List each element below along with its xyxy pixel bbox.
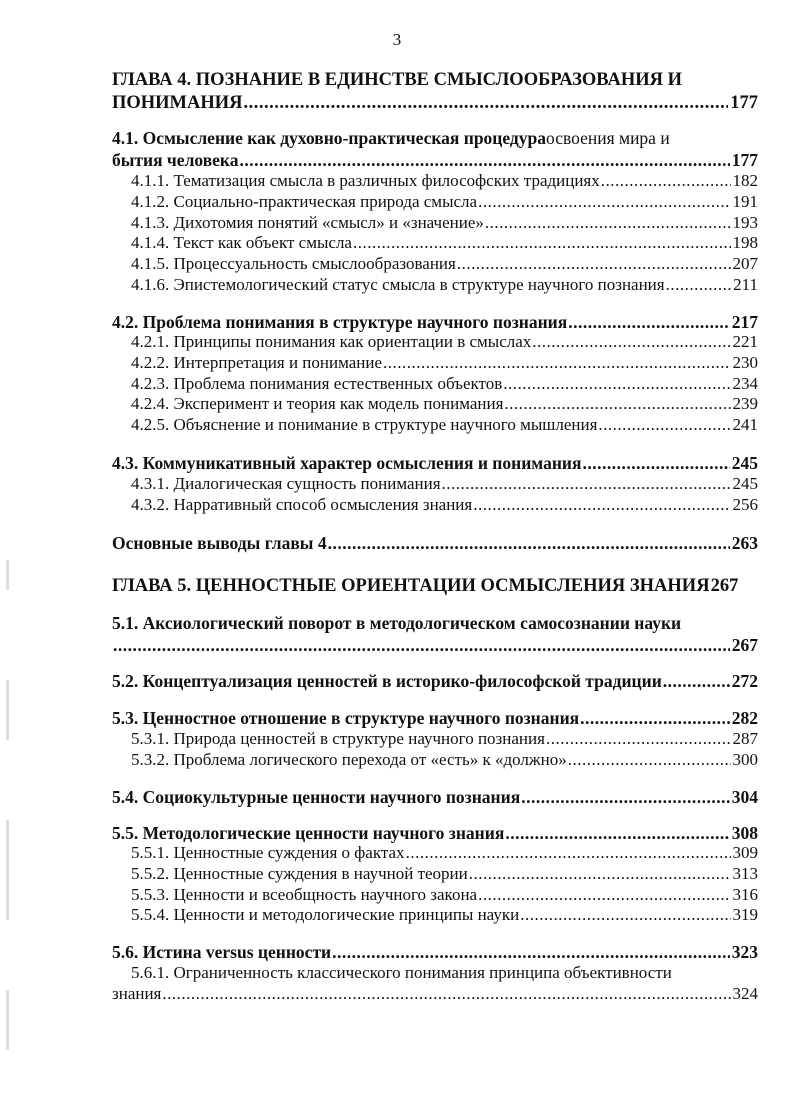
dot-leader	[113, 634, 730, 656]
toc-page: 263	[731, 533, 758, 553]
toc-label: освоения мира и	[546, 128, 670, 148]
toc-page: 230	[732, 352, 758, 372]
toc-page: 319	[732, 905, 758, 925]
toc-label: 5.5.2. Ценностные суждения в научной теории	[131, 863, 468, 883]
toc-page: 234	[732, 373, 758, 393]
toc-subsection[interactable]	[131, 191, 758, 213]
toc-label: 4.2. Проблема понимания в структуре научного познания	[112, 312, 568, 332]
dot-leader	[505, 822, 729, 844]
toc-page: 256	[732, 494, 758, 514]
dot-leader	[568, 311, 730, 333]
toc-label: ПОНИМАНИЯ	[112, 93, 243, 113]
toc-subsection[interactable]	[131, 749, 758, 771]
toc-page: 272	[731, 671, 758, 691]
toc-page: 193	[732, 212, 758, 232]
toc-page: 245	[731, 453, 758, 473]
toc-subsection[interactable]	[131, 232, 758, 254]
toc-section-5-5[interactable]	[112, 822, 758, 844]
toc-label: 4.2.4. Эксперимент и теория как модель понимания	[131, 394, 504, 414]
toc-label: 5.3. Ценностное отношение в структуре научного познания	[112, 708, 580, 728]
toc-page: 198	[732, 233, 758, 253]
toc-label: бытия человека	[112, 150, 239, 170]
toc-subsection[interactable]	[131, 473, 758, 495]
dot-leader	[442, 473, 731, 495]
toc-chapter-4[interactable]	[112, 92, 758, 114]
toc-section-5-6[interactable]	[112, 941, 758, 963]
toc-subsection[interactable]	[131, 863, 758, 885]
dot-leader	[353, 232, 731, 254]
toc-page: 177	[730, 93, 758, 113]
toc-subsection[interactable]	[131, 393, 758, 415]
toc-label: Основные выводы главы 4	[112, 533, 327, 553]
toc-label: 4.3. Коммуникативный характер осмысления и понимания	[112, 453, 582, 473]
dot-leader	[601, 170, 731, 192]
dot-leader	[521, 786, 730, 808]
toc-subsection[interactable]	[131, 728, 758, 750]
toc-subsection[interactable]	[131, 842, 758, 864]
toc-subsection-5-6-1[interactable]	[112, 983, 758, 1005]
toc-label: 4.2.5. Объяснение и понимание в структуре научного мышления	[131, 415, 598, 435]
toc-section-4-2[interactable]	[112, 311, 758, 333]
toc-label: 4.2.3. Проблема понимания естественных объектов	[131, 373, 503, 393]
toc-label: 5.4. Социокультурные ценности научного познания	[112, 787, 521, 807]
toc-section-4-1-line1[interactable]	[112, 127, 758, 149]
toc-page: 323	[731, 942, 758, 962]
toc-label: 4.1. Осмысление как духовно-практическая процедура	[112, 128, 547, 148]
dot-leader	[546, 728, 731, 750]
dot-leader	[504, 393, 730, 415]
toc-label: 5.6.1. Ограниченность классического понимания принципа объективности	[131, 963, 672, 982]
scan-artifact	[6, 680, 9, 740]
dot-leader	[568, 749, 731, 771]
scan-artifact	[6, 820, 9, 920]
toc-subsection[interactable]	[131, 352, 758, 374]
toc-page: 309	[732, 843, 758, 862]
toc-page: 239	[732, 394, 758, 414]
toc-label: 4.1.2. Социально-практическая природа смысла	[131, 191, 478, 211]
toc-page: 211	[733, 275, 758, 294]
toc-label: 5.1. Аксиологический поворот в методологическом самосознании науки	[112, 613, 682, 633]
toc-section-4-1[interactable]	[112, 149, 758, 171]
toc-label: 5.5.4. Ценности и методологические принципы науки	[131, 905, 520, 925]
toc-page: 245	[732, 474, 758, 493]
toc-section-5-1-line1[interactable]	[112, 612, 758, 634]
dot-leader	[240, 149, 730, 171]
toc-label: 4.2.1. Принципы понимания как ориентации в смыслах	[131, 332, 532, 351]
toc-page: 217	[731, 312, 758, 332]
dot-leader	[406, 842, 731, 864]
dot-leader	[666, 274, 732, 296]
toc-subsection[interactable]	[131, 414, 758, 436]
toc-page: 177	[731, 150, 758, 170]
toc-label: 4.1.4. Текст как объект смысла	[131, 233, 352, 253]
toc-subsection[interactable]	[131, 494, 758, 516]
toc-label: 4.1.5. Процессуальность смыслообразования	[131, 254, 456, 274]
toc-label: 5.5.3. Ценности и всеобщность научного закона	[131, 884, 478, 904]
toc-subsection[interactable]	[131, 331, 758, 353]
toc-page: 282	[731, 708, 758, 728]
dot-leader	[478, 191, 730, 213]
dot-leader	[244, 92, 729, 114]
dot-leader	[383, 352, 730, 374]
dot-leader	[503, 373, 730, 395]
toc-subsection[interactable]	[131, 253, 758, 275]
toc-label: 5.2. Концептуализация ценностей в историко-философской традиции	[112, 671, 662, 691]
toc-subsection[interactable]	[131, 884, 758, 906]
toc-label: 5.3.1. Природа ценностей в структуре научного познания	[131, 729, 545, 748]
toc-page: 267	[710, 576, 739, 596]
toc-label: ГЛАВА 5. ЦЕННОСТНЫЕ ОРИЕНТАЦИИ ОСМЫСЛЕНИЯ ЗНАНИЯ	[112, 576, 710, 596]
toc-page: 324	[732, 984, 758, 1003]
dot-leader	[457, 253, 731, 275]
dot-leader	[582, 452, 729, 474]
toc-page: 313	[732, 863, 758, 883]
dot-leader	[162, 983, 730, 1005]
toc-label: знания	[112, 984, 162, 1003]
dot-leader	[469, 863, 731, 885]
toc-label: 5.6. Истина versus ценности	[112, 942, 332, 962]
toc-section-4-3[interactable]	[112, 452, 758, 474]
toc-page: 191	[732, 191, 758, 211]
dot-leader	[598, 414, 730, 436]
toc-subsection[interactable]	[131, 274, 758, 296]
scan-artifact	[6, 560, 9, 590]
toc-label: 4.2.2. Интерпретация и понимание	[131, 352, 383, 372]
toc-page: 267	[731, 635, 758, 655]
toc-subsection[interactable]	[131, 170, 758, 192]
dot-leader	[478, 884, 730, 906]
toc-page: 287	[732, 729, 758, 748]
toc-label: ГЛАВА 4. ПОЗНАНИЕ В ЕДИНСТВЕ СМЫСЛООБРАЗОВАНИЯ И	[112, 70, 682, 90]
toc-label: 4.1.1. Тематизация смысла в различных философских традициях	[131, 171, 600, 190]
dot-leader	[580, 707, 730, 729]
toc-label: 5.5. Методологические ценности научного знания	[112, 823, 505, 843]
toc-page: 304	[731, 787, 758, 807]
scan-artifact	[6, 990, 9, 1050]
toc-page: 300	[732, 749, 758, 769]
toc-label: 5.5.1. Ценностные суждения о фактах	[131, 843, 405, 862]
dot-leader	[328, 532, 730, 554]
toc-page: 241	[732, 415, 758, 435]
toc-subsection[interactable]	[131, 373, 758, 395]
toc-section-5-4[interactable]	[112, 786, 758, 808]
toc-label: 4.3.1. Диалогическая сущность понимания	[131, 474, 441, 493]
dot-leader	[332, 941, 730, 963]
toc-page: 316	[732, 884, 758, 904]
toc-section-5-3[interactable]	[112, 707, 758, 729]
toc-label: 4.3.2. Нарративный способ осмысления знания	[131, 494, 473, 514]
toc-page: 182	[732, 171, 758, 190]
toc-page: 221	[732, 332, 758, 351]
toc-chapter-5[interactable]	[112, 575, 758, 597]
toc-page: 207	[732, 254, 758, 274]
toc-label: 4.1.6. Эпистемологический статус смысла в структуре научного познания	[131, 275, 665, 294]
toc-subsection[interactable]	[131, 212, 758, 234]
toc-section-5-1[interactable]	[112, 634, 758, 656]
page-number: 3	[392, 30, 402, 49]
dot-leader	[520, 904, 730, 926]
toc-subsection-5-6-1-line1[interactable]	[131, 962, 758, 984]
toc-section-5-2[interactable]	[112, 670, 758, 692]
dot-leader	[485, 212, 731, 234]
dot-leader	[473, 494, 730, 516]
toc-subsection[interactable]	[131, 904, 758, 926]
dot-leader	[663, 670, 730, 692]
dot-leader	[532, 331, 730, 353]
toc-conclusions-4[interactable]	[112, 532, 758, 554]
toc-page: 308	[731, 823, 758, 843]
toc-label: 5.3.2. Проблема логического перехода от «есть» к «должно»	[131, 749, 567, 769]
toc-chapter-4-line1[interactable]	[112, 69, 758, 91]
toc-label: 4.1.3. Дихотомия понятий «смысл» и «значение»	[131, 212, 484, 232]
